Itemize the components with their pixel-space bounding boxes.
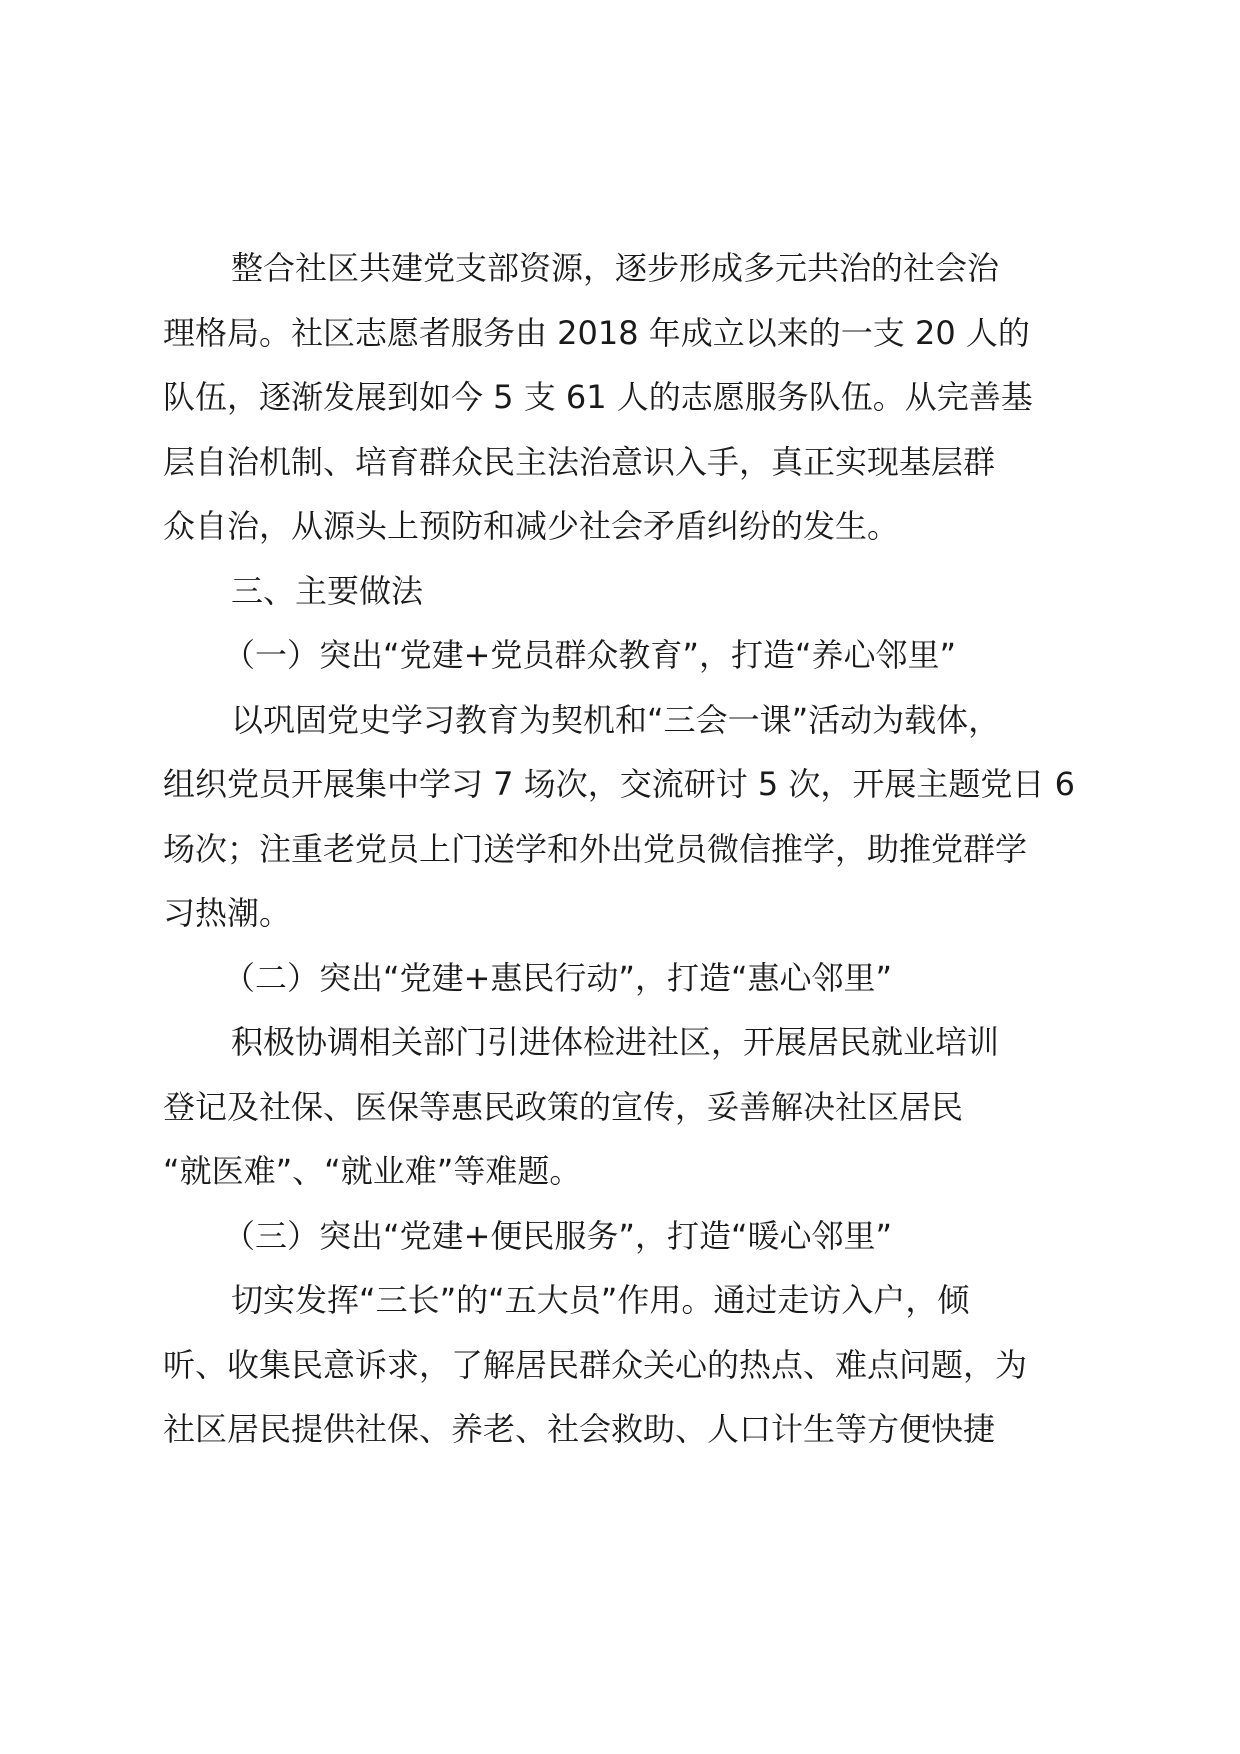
paragraph-line: 众自治，从源头上预防和减少社会矛盾纠纷的发生。 — [163, 507, 900, 545]
paragraph-line: 场次；注重老党员上门送学和外出党员微信推学，助推党群学 — [163, 829, 1028, 868]
paragraph-line: 层自治机制、培育群众民主法治意识入手，真正实现基层群 — [163, 442, 996, 481]
paragraph-line: “就医难”、“就业难”等难题。 — [163, 1152, 582, 1190]
section-heading: 三、主要做法 — [231, 571, 424, 610]
body-text — [163, 236, 1093, 1462]
paragraph-line: 社区居民提供社保、养老、社会救助、人口计生等方便快捷 — [163, 1410, 996, 1448]
subsection-heading: （三）突出“党建+便民服务”，打造“暖心邻里” — [223, 1216, 893, 1255]
subsection-heading: （二）突出“党建+惠民行动”，打造“惠心邻里” — [223, 958, 893, 997]
paragraph-line: 整合社区共建党支部资源，逐步形成多元共治的社会治 — [231, 249, 1000, 287]
paragraph-line: 登记及社保、医保等惠民政策的宣传，妥善解决社区居民 — [163, 1087, 964, 1126]
subsection-heading: （一）突出“党建+党员群众教育”，打造“养心邻里” — [223, 636, 957, 674]
paragraph-line: 积极协调相关部门引进体检进社区，开展居民就业培训 — [231, 1023, 1000, 1061]
paragraph-line: 组织党员开展集中学习 7 场次，交流研讨 5 次，开展主题党日 6 — [163, 765, 1075, 803]
paragraph-line: 听、收集民意诉求，了解居民群众关心的热点、难点问题，为 — [163, 1345, 1028, 1384]
paragraph-line: 习热潮。 — [163, 894, 292, 932]
paragraph-line: 理格局。社区志愿者服务由 2018 年成立以来的一支 20 人的 — [163, 313, 1030, 352]
paragraph-line: 以巩固党史学习教育为契机和“三会一课”活动为载体， — [231, 700, 1001, 739]
paragraph-line: 队伍，逐渐发展到如今 5 支 61 人的志愿服务队伍。从完善基 — [163, 378, 1033, 416]
paragraph-line: 切实发挥“三长”的“五大员”作用。通过走访入户，倾 — [231, 1281, 970, 1319]
